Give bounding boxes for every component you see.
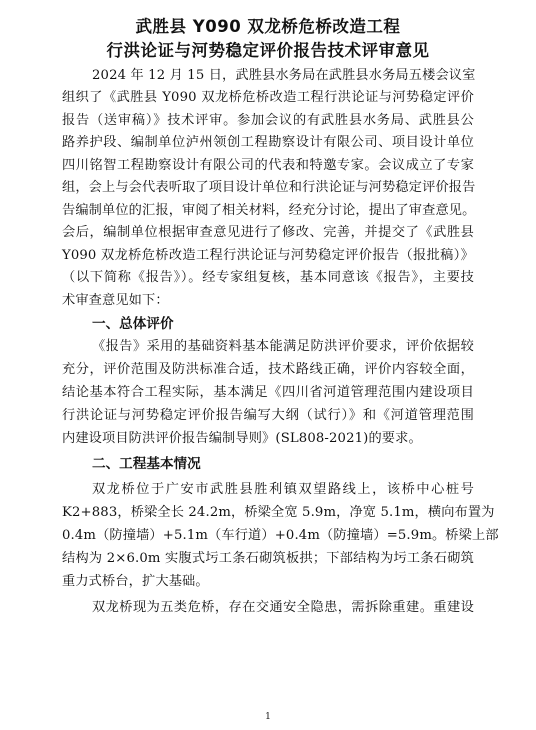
section1-line: 结论基本符合工程实际，基本满足《四川省河道管理范围内建设项目 bbox=[62, 385, 474, 400]
section2-line: 重力式桥台，扩大基础。 bbox=[62, 574, 209, 589]
intro-line: 四川铭智工程勘察设计有限公司的代表和特邀专家。会议成立了专家 bbox=[62, 158, 474, 173]
section1-line: 《报告》采用的基础资料基本能满足防洪评价要求，评价依据较 bbox=[92, 339, 474, 354]
document-title-line-1: 武胜县 Y090 双龙桥危桥改造工程 bbox=[135, 17, 401, 36]
section-heading-overall-evaluation: 一、总体评价 bbox=[92, 316, 174, 332]
section1-line: 内建设项目防洪评价报告编制导则》(SL808-2021)的要求。 bbox=[62, 431, 422, 446]
intro-line: 报告（送审稿）》技术评审。参加会议的有武胜县水务局、武胜县公 bbox=[62, 113, 474, 128]
page-number: 1 bbox=[265, 712, 271, 722]
intro-line: 组织了《武胜县 Y090 双龙桥危桥改造工程行洪论证与河势稳定评价 bbox=[62, 90, 474, 105]
section1-line: 行洪论证与河势稳定评价报告编写大纲（试行）》和《河道管理范围 bbox=[62, 408, 474, 423]
section2-line: 双龙桥位于广安市武胜县胜利镇双望路线上，该桥中心桩号 bbox=[92, 482, 474, 497]
intro-line: 告编制单位的汇报，审阅了相关材料，经充分讨论，提出了审查意见。 bbox=[62, 203, 476, 218]
section2-line: 0.4m（防撞墙）+5.1m（车行道）+0.4m（防撞墙）=5.9m。桥梁上部 bbox=[62, 528, 499, 543]
intro-line: 术审查意见如下： bbox=[62, 293, 169, 308]
section1-line: 充分，评价范围及防洪标准合适，技术路线正确，评价内容较全面， bbox=[62, 362, 474, 377]
section-heading-project-overview: 二、工程基本情况 bbox=[92, 456, 201, 472]
intro-line: 路养护段、编制单位泸州领创工程勘察设计有限公司、项目设计单位 bbox=[62, 135, 474, 150]
intro-line: （以下简称《报告》）。经专家组复核，基本同意该《报告》，主要技 bbox=[62, 270, 474, 285]
intro-line: 会后，编制单位根据审查意见进行了修改、完善，并提交了《武胜县 bbox=[62, 225, 474, 240]
intro-line: 组，会上与会代表听取了项目设计单位和行洪论证与河势稳定评价报告 bbox=[62, 180, 476, 195]
section2-line: 结构为 2×6.0m 实腹式圬工条石砌筑板拱；下部结构为圬工条石砌筑 bbox=[62, 551, 474, 566]
section2-next-paragraph-line: 双龙桥现为五类危桥，存在交通安全隐患，需拆除重建。重建设 bbox=[92, 600, 474, 615]
document-title-line-2: 行洪论证与河势稳定评价报告技术评审意见 bbox=[106, 41, 430, 60]
intro-line: 2024 年 12 月 15 日，武胜县水务局在武胜县水务局五楼会议室 bbox=[92, 68, 476, 83]
section2-line: K2+883，桥梁全长 24.2m，桥梁全宽 5.9m，净宽 5.1m，横向布置为 bbox=[62, 505, 495, 520]
intro-line: Y090 双龙桥危桥改造工程行洪论证与河势稳定评价报告（报批稿）》 bbox=[62, 248, 474, 263]
